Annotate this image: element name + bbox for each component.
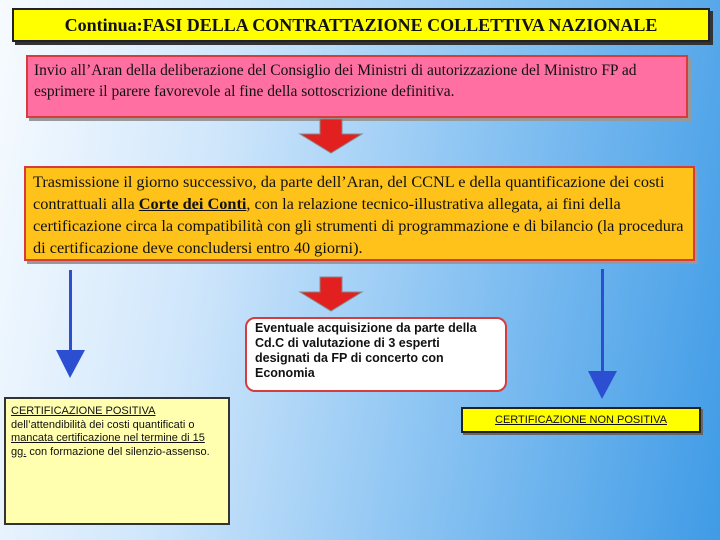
step-text-invio: Invio all’Aran della deliberazione del Consiglio dei Ministri di autorizzazione del Ministro FP ad esprimere il parere favorevole al fine della sottoscrizione definitiva. bbox=[34, 62, 637, 100]
positive-text-b: con formazione del silenzio-assenso. bbox=[26, 445, 210, 458]
positive-certification-box bbox=[4, 397, 230, 525]
step-box-trasmissione bbox=[24, 166, 695, 261]
blue-down-arrow-icon bbox=[588, 371, 617, 399]
red-down-arrow-icon bbox=[300, 277, 362, 311]
step-text-trasmissione-a: Trasmissione il giorno successivo, da parte dell’Aran, del CCNL e della quantificazione dei costi contrattuali alla bbox=[33, 172, 665, 213]
negative-certification-box bbox=[461, 407, 701, 433]
step-box-invio bbox=[26, 55, 688, 118]
red-down-arrow-icon bbox=[300, 119, 362, 153]
positive-text-underlined: mancata certificazione nel termine di 15 gg. bbox=[11, 432, 205, 458]
blue-arrow-shaft bbox=[601, 269, 604, 377]
step-box-esperti bbox=[245, 317, 507, 392]
positive-text-a: dell’attendibilità dei costi quantificati o bbox=[11, 418, 195, 431]
negative-certification-label: CERTIFICAZIONE NON POSITIVA bbox=[495, 414, 667, 426]
positive-certification-heading: CERTIFICAZIONE POSITIVA bbox=[11, 405, 156, 417]
step-text-trasmissione-b: , con la relazione tecnico-illustrativa allegata, ai fini della certificazione circa la compatibilità con gli strumenti di programmazione e di bilancio (la procedura di certificazione deve concludersi entro 40 giorni). bbox=[33, 194, 684, 257]
page-title: Continua:FASI DELLA CONTRATTAZIONE COLLETTIVA NAZIONALE bbox=[12, 8, 710, 42]
step-text-esperti: Eventuale acquisizione da parte della Cd.C di valutazione di 3 esperti designati da FP di concerto con Economia bbox=[255, 321, 477, 380]
blue-arrow-shaft bbox=[69, 270, 72, 356]
corte-dei-conti-highlight: Corte dei Conti bbox=[138, 194, 247, 213]
blue-down-arrow-icon bbox=[56, 350, 85, 378]
